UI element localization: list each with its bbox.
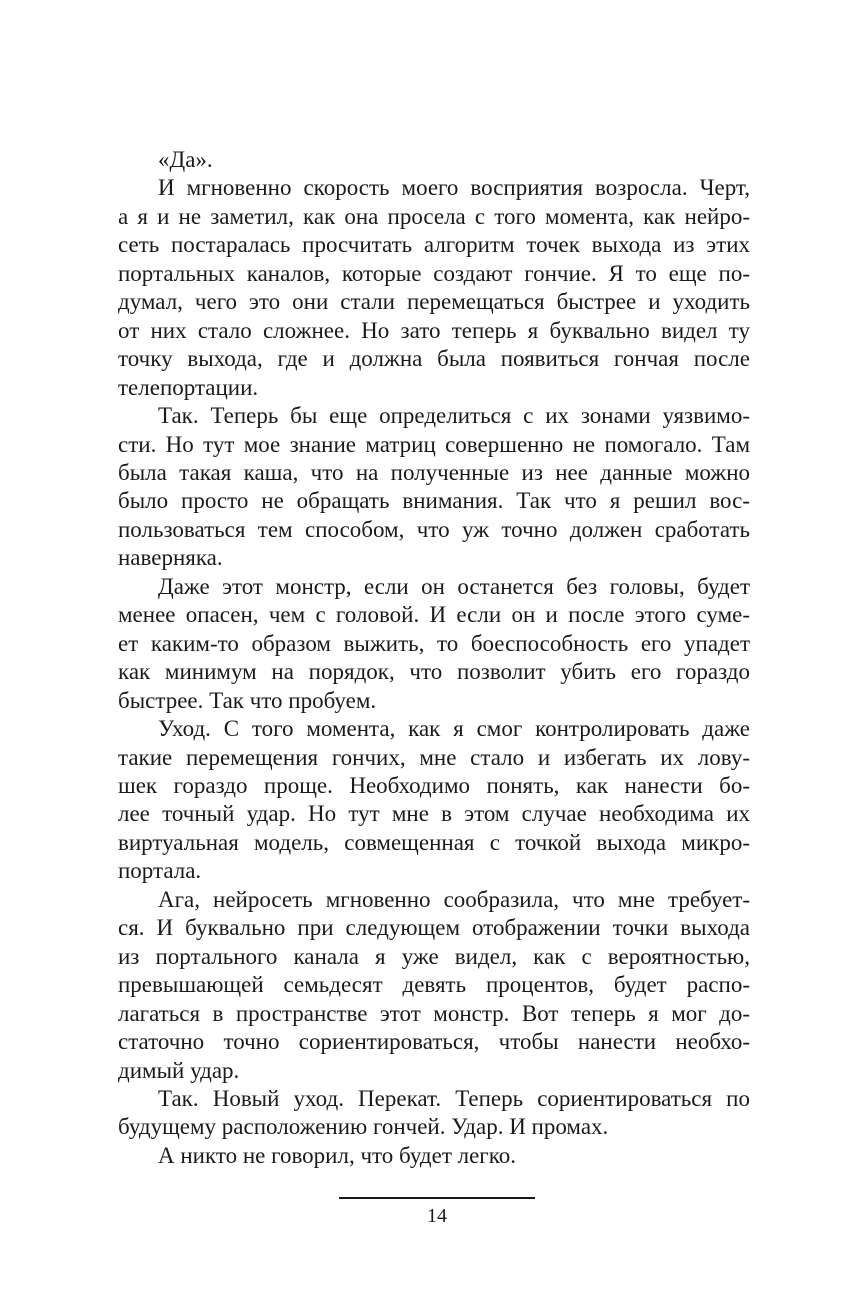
text-line: Ага, нейросеть мгновенно сообразила, что мне требует- <box>158 886 750 912</box>
text-line: сеть постаралась просчитать алгоритм точек выхода из этих <box>118 232 750 258</box>
text-line: лагаться в пространстве этот монстр. Вот теперь я мог до- <box>118 1000 750 1026</box>
page-number: 14 <box>427 1205 447 1227</box>
text-line: ся. И буквально при следующем отображении точки выхода <box>118 915 750 941</box>
text-line: Уход. С того момента, как я смог контролировать даже <box>158 716 750 742</box>
text-line: Так. Новый уход. Перекат. Теперь сориентироваться по <box>158 1085 750 1111</box>
text-line: ет каким-то образом выжить, то боеспособность его упадет <box>118 630 750 656</box>
paragraph <box>118 886 750 1085</box>
text-line: превышающей семьдесят девять процентов, будет распо- <box>118 972 750 998</box>
text-line: из портального канала я уже видел, как с вероятностью, <box>118 943 750 969</box>
text-line: лее точный удар. Но тут мне в этом случае необходима их <box>118 801 750 827</box>
paragraph <box>118 1085 750 1142</box>
paragraph <box>118 1142 750 1170</box>
text-line: а я и не заметил, как она просела с того момента, как нейро- <box>118 203 750 229</box>
text-line: думал, чего это они стали перемещаться быстрее и уходить <box>118 289 750 315</box>
text-line: сти. Но тут мое знание матриц совершенно не помогало. Там <box>118 431 750 457</box>
text-line: виртуальная модель, совмещенная с точкой выхода микро- <box>118 829 750 855</box>
text-line: «Да». <box>158 147 213 172</box>
text-line: будущему расположению гончей. Удар. И промах. <box>118 1114 609 1140</box>
paragraph <box>118 402 750 573</box>
footer-rule <box>339 1197 535 1199</box>
text-line: от них стало сложнее. Но зато теперь я буквально видел ту <box>118 317 750 343</box>
text-line: А никто не говорил, что будет легко. <box>158 1142 516 1168</box>
text-line: портальных каналов, которые создают гончие. Я то еще по- <box>118 260 750 286</box>
text-line: менее опасен, чем с головой. И если он и после этого суме- <box>118 602 750 628</box>
text-line: пользоваться тем способом, что уж точно должен сработать <box>118 516 750 542</box>
text-line: такие перемещения гончих, мне стало и избегать их лову- <box>118 744 750 770</box>
text-line: димый удар. <box>118 1057 240 1083</box>
paragraph <box>118 573 750 715</box>
text-line: точку выхода, где и должна была появиться гончая после <box>118 346 750 372</box>
text-line: наверняка. <box>118 545 223 571</box>
paragraph <box>118 146 750 174</box>
text-line: статочно точно сориентироваться, чтобы нанести необхо- <box>118 1029 750 1055</box>
text-line: было просто не обращать внимания. Так что я решил вос- <box>118 488 750 514</box>
text-line: шек гораздо проще. Необходимо понять, как нанести бо- <box>118 772 750 798</box>
text-line: портала. <box>118 858 202 884</box>
text-line: И мгновенно скорость моего восприятия возросла. Черт, <box>158 175 750 201</box>
text-line: телепортации. <box>118 374 259 400</box>
text-line: была такая каша, что на полученные из нее данные можно <box>118 459 750 485</box>
text-line: Даже этот монстр, если он останется без головы, будет <box>158 573 750 599</box>
body-text <box>118 146 750 1170</box>
paragraph <box>118 174 750 402</box>
text-line: как минимум на порядок, что позволит убить его гораздо <box>118 659 750 685</box>
text-line: Так. Теперь бы еще определиться с их зонами уязвимо- <box>158 403 750 429</box>
text-line: быстрее. Так что пробуем. <box>118 687 377 713</box>
paragraph <box>118 715 750 886</box>
